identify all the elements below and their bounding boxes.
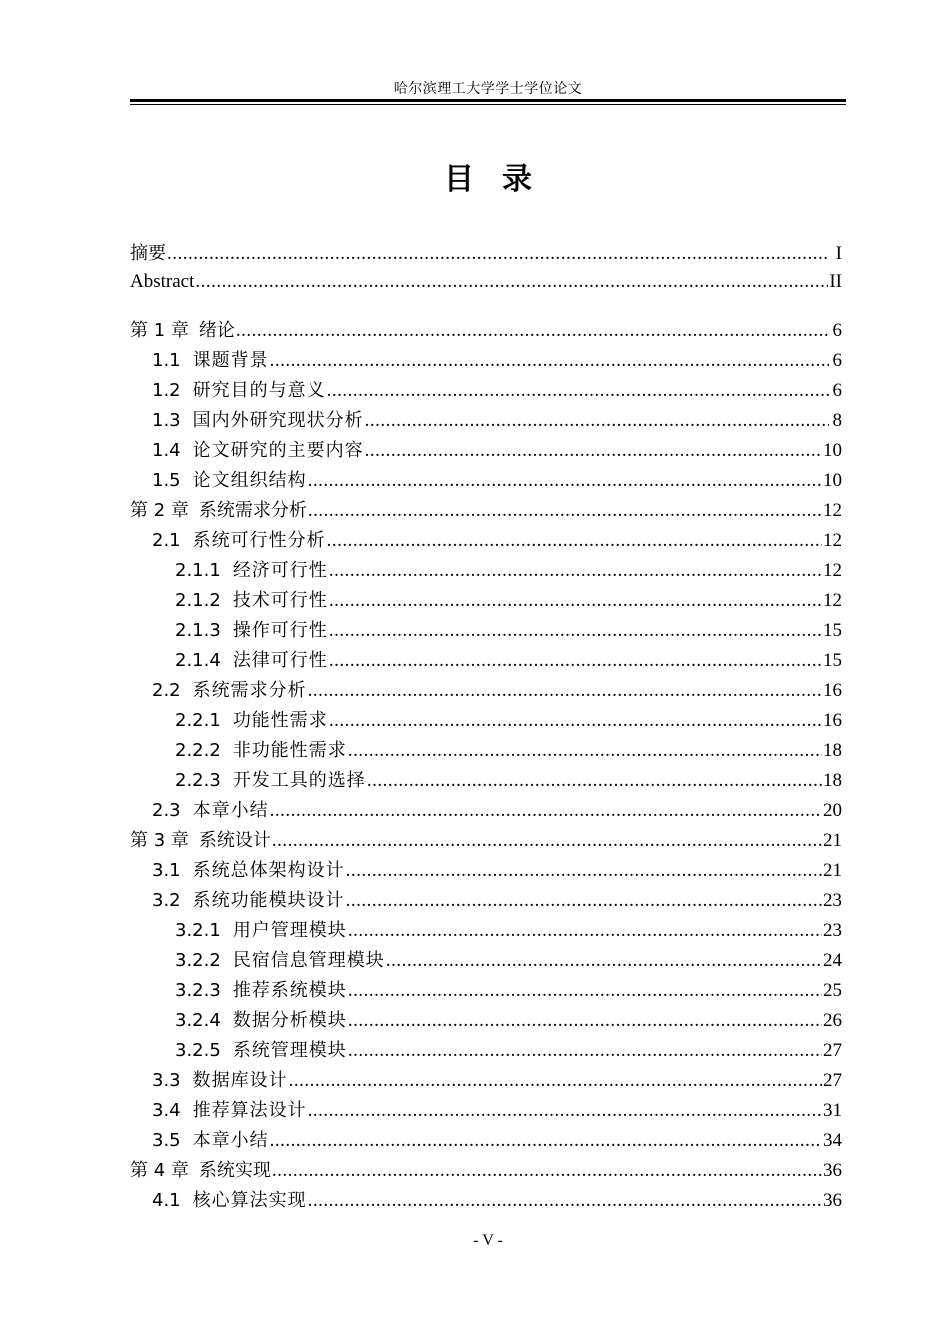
toc-entry[interactable]: [130, 556, 842, 586]
dot-leader: [308, 1096, 822, 1126]
toc-entry-text: 课题背景: [192, 350, 269, 371]
toc-entry[interactable]: [130, 496, 842, 526]
dot-leader: [348, 916, 822, 946]
toc-entry-page: 36: [823, 1160, 842, 1181]
dot-leader: [308, 496, 822, 526]
toc-entry-text: 系统总体架构设计: [192, 860, 345, 881]
toc-entry-page: 16: [823, 680, 842, 701]
toc-section-number: 3.3: [152, 1070, 181, 1091]
toc-entry-page: 16: [823, 710, 842, 731]
toc-entry-page: 21: [823, 860, 842, 881]
dot-leader: [348, 1036, 822, 1066]
dot-leader: [236, 316, 829, 346]
toc-entry-page: 26: [823, 1010, 842, 1031]
toc-section-number: 2.1.2: [175, 590, 221, 611]
toc-entry-page: 20: [823, 800, 842, 821]
toc-entry[interactable]: [130, 826, 842, 856]
toc-entry[interactable]: [130, 1186, 842, 1216]
toc-section-number: 1.5: [152, 470, 181, 491]
page-number: - V -: [473, 1232, 503, 1249]
toc-entry-text: 数据库设计: [192, 1070, 288, 1091]
dot-leader: [329, 556, 822, 586]
dot-leader: [327, 526, 822, 556]
toc-entry-text: 推荐系统模块: [232, 980, 347, 1001]
toc-entry-text: 用户管理模块: [232, 920, 347, 941]
toc-entry-text: 论文研究的主要内容: [192, 440, 364, 461]
toc-entry-text: 论文组织结构: [192, 470, 307, 491]
toc-entry-page: 31: [823, 1100, 842, 1121]
toc-section-number: 3.2.2: [175, 950, 221, 971]
dot-leader: [308, 1186, 822, 1216]
dot-leader: [308, 676, 822, 706]
toc-entry-page: 15: [823, 650, 842, 671]
toc-entry-text: 民宿信息管理模块: [232, 950, 385, 971]
toc-section-number: 1.4: [152, 440, 181, 461]
toc-entry-page: 25: [823, 980, 842, 1001]
toc-entry-text: 系统可行性分析: [192, 530, 326, 551]
toc-entry-page: 10: [823, 470, 842, 491]
toc-chapter-number: 第 3 章: [130, 830, 189, 851]
toc-section-number: 2.3: [152, 800, 181, 821]
toc-entry-text: 功能性需求: [232, 710, 328, 731]
toc-entry-text: 研究目的与意义: [192, 380, 326, 401]
toc-entry-page: 18: [823, 740, 842, 761]
toc-entry-text: 数据分析模块: [232, 1010, 347, 1031]
toc-chapter-entries: [130, 316, 842, 1216]
toc-entry-text: 经济可行性: [232, 560, 328, 581]
toc-entry[interactable]: [130, 436, 842, 466]
running-header: 哈尔滨理工大学学士学位论文: [393, 82, 583, 97]
header-rule-thick: [130, 99, 846, 102]
toc-entry-page: 12: [823, 500, 842, 521]
toc-section-number: 2.1.1: [175, 560, 221, 581]
toc-entry-text: 系统需求分析: [198, 500, 307, 521]
toc-entry-text: 系统功能模块设计: [192, 890, 345, 911]
toc-section-number: 2.2.1: [175, 710, 221, 731]
toc-entry[interactable]: [130, 676, 842, 706]
toc-entry[interactable]: [130, 736, 842, 766]
toc-section-number: 3.2.1: [175, 920, 221, 941]
dot-leader: [348, 976, 822, 1006]
toc-section-number: 3.2.5: [175, 1040, 221, 1061]
dot-leader: [329, 586, 822, 616]
dot-leader: [365, 436, 822, 466]
dot-leader: [270, 796, 822, 826]
dot-leader: [346, 856, 822, 886]
toc-entry[interactable]: [130, 376, 842, 406]
toc-entry-page: 24: [823, 950, 842, 971]
toc-entry-page: 27: [823, 1070, 842, 1091]
toc-entry[interactable]: [130, 946, 842, 976]
dot-leader: [329, 706, 822, 736]
toc-section-number: 3.2.3: [175, 980, 221, 1001]
toc-entry-text: 系统管理模块: [232, 1040, 347, 1061]
toc-entry[interactable]: [130, 706, 842, 736]
toc-section-number: 1.2: [152, 380, 181, 401]
dot-leader: [270, 346, 829, 376]
dot-leader: [327, 376, 829, 406]
dot-leader: [195, 268, 828, 296]
toc-entry-page: 12: [823, 560, 842, 581]
toc-entry[interactable]: [130, 916, 842, 946]
toc-section-number: 2.2.2: [175, 740, 221, 761]
toc-entry[interactable]: [130, 976, 842, 1006]
dot-leader: [348, 736, 822, 766]
toc-entry-page: 10: [823, 440, 842, 461]
toc-section-number: 2.2: [152, 680, 181, 701]
dot-leader: [167, 240, 829, 268]
toc-entry-page: 34: [823, 1130, 842, 1151]
dot-leader: [329, 616, 822, 646]
toc-entry-text: 系统实现: [198, 1160, 271, 1181]
toc-entry[interactable]: [130, 1096, 842, 1126]
toc-entry-page: 21: [823, 830, 842, 851]
toc-entry-text: 本章小结: [192, 1130, 269, 1151]
toc-entry-page: 23: [823, 890, 842, 911]
toc-entry-page: 6: [832, 380, 842, 401]
dot-leader: [272, 1156, 822, 1186]
toc-entry-abstract-cn[interactable]: [130, 240, 842, 268]
toc-section-number: 3.1: [152, 860, 181, 881]
toc-entry-text: 技术可行性: [232, 590, 328, 611]
toc-chapter-number: 第 4 章: [130, 1160, 189, 1181]
toc-entry[interactable]: [130, 586, 842, 616]
dot-leader: [386, 946, 822, 976]
toc-section-number: 2.1.4: [175, 650, 221, 671]
toc-section-number: 3.5: [152, 1130, 181, 1151]
toc-entry-page: 15: [823, 620, 842, 641]
toc-entry[interactable]: [130, 886, 842, 916]
toc-entry-text: 核心算法实现: [192, 1190, 307, 1211]
toc-entry-page: 18: [823, 770, 842, 791]
dot-leader: [270, 1126, 822, 1156]
toc-chapter-number: 第 1 章: [130, 320, 189, 341]
toc-entry-page: 6: [832, 320, 842, 341]
toc-entry[interactable]: [130, 796, 842, 826]
header-rule-thin: [130, 104, 846, 105]
toc-entry[interactable]: [130, 1066, 842, 1096]
toc-entry-text: 本章小结: [192, 800, 269, 821]
toc-entry-page: 8: [832, 410, 842, 431]
toc-entry-page: 27: [823, 1040, 842, 1061]
toc-section-number: 2.2.3: [175, 770, 221, 791]
toc-entry-abstract-en[interactable]: [130, 268, 842, 296]
toc-entry-text: 摘要: [130, 243, 166, 264]
toc-entry-page: 6: [832, 350, 842, 371]
dot-leader: [289, 1066, 822, 1096]
toc-entry[interactable]: [130, 406, 842, 436]
toc-section-number: 4.1: [152, 1190, 181, 1211]
toc-entry[interactable]: [130, 1036, 842, 1066]
toc-entry-page: I: [835, 243, 842, 264]
toc-entry[interactable]: [130, 316, 842, 346]
toc-entry[interactable]: [130, 466, 842, 496]
toc-section-number: 2.1: [152, 530, 181, 551]
toc-entry[interactable]: [130, 1006, 842, 1036]
toc-section-number: 3.4: [152, 1100, 181, 1121]
toc-entry-text: 法律可行性: [232, 650, 328, 671]
toc-entry-page: 36: [823, 1190, 842, 1211]
toc-entry[interactable]: [130, 616, 842, 646]
toc-entry-text: 绪论: [198, 320, 235, 341]
toc-entry[interactable]: [130, 1126, 842, 1156]
dot-leader: [329, 646, 822, 676]
dot-leader: [348, 1006, 822, 1036]
toc-section-number: 2.1.3: [175, 620, 221, 641]
toc-chapter-number: 第 2 章: [130, 500, 189, 521]
toc-entry-page: 23: [823, 920, 842, 941]
toc-section-number: 3.2: [152, 890, 181, 911]
toc-entry[interactable]: [130, 1156, 842, 1186]
toc-entry-text: 非功能性需求: [232, 740, 347, 761]
toc-entry[interactable]: [130, 646, 842, 676]
toc-entry-text: 操作可行性: [232, 620, 328, 641]
toc-entry[interactable]: [130, 766, 842, 796]
table-of-contents: [130, 240, 842, 1216]
toc-entry-text: 推荐算法设计: [192, 1100, 307, 1121]
toc-entry[interactable]: [130, 346, 842, 376]
toc-entry-text: 开发工具的选择: [232, 770, 366, 791]
dot-leader: [365, 406, 829, 436]
dot-leader: [346, 886, 822, 916]
page-title: 目录: [444, 162, 560, 197]
toc-entry-text: 系统需求分析: [192, 680, 307, 701]
toc-entry-page: II: [829, 271, 842, 292]
toc-section-number: 1.1: [152, 350, 181, 371]
toc-entry[interactable]: [130, 856, 842, 886]
toc-entry-page: 12: [823, 590, 842, 611]
toc-entry-text: Abstract: [130, 271, 195, 292]
dot-leader: [272, 826, 822, 856]
toc-section-number: 3.2.4: [175, 1010, 221, 1031]
dot-leader: [308, 466, 822, 496]
toc-entry[interactable]: [130, 526, 842, 556]
toc-section-number: 1.3: [152, 410, 181, 431]
toc-entry-text: 系统设计: [198, 830, 271, 851]
dot-leader: [367, 766, 822, 796]
toc-entry-page: 12: [823, 530, 842, 551]
toc-entry-text: 国内外研究现状分析: [192, 410, 364, 431]
